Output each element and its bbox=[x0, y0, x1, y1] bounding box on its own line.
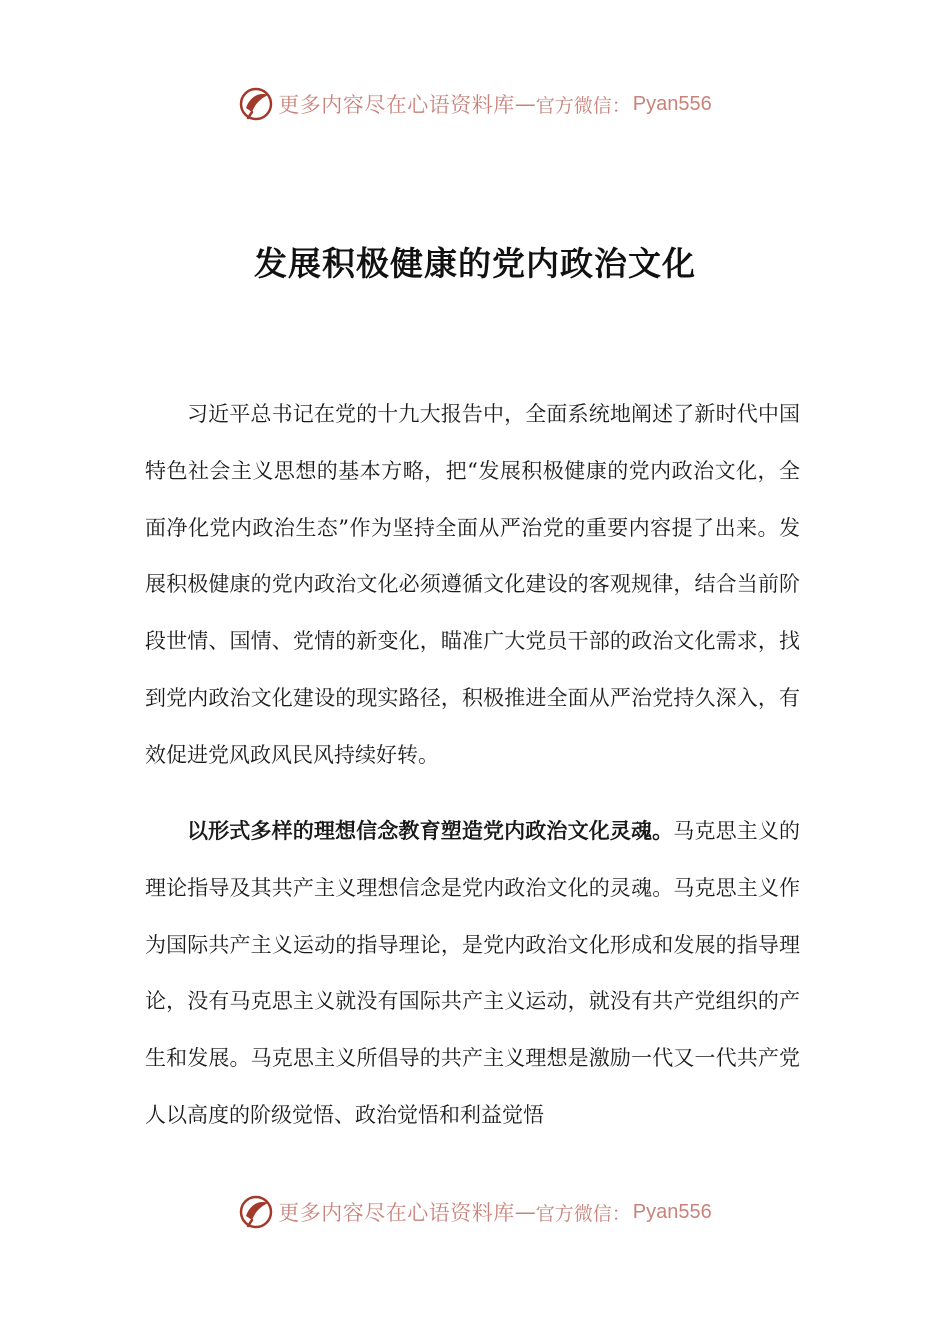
banner-wechat-label: 官方微信： bbox=[535, 94, 631, 117]
banner-wechat-label: 官方微信： bbox=[535, 1202, 631, 1225]
paragraph-2-lead: 以形式多样的理想信念教育塑造党内政治文化灵魂。 bbox=[187, 819, 674, 843]
brand-logo-icon bbox=[238, 1194, 274, 1230]
paragraph-2-body: 马克思主义的理论指导及其共产主义理想信念是党内政治文化的灵魂。马克思主义作为国际共产主义运动的指导理论，是党内政治文化形成和发展的指导理论，没有马克思主义就没有国际共产主义运动，就没有共产党组织的产生和发展。马克思主义所倡导的共产主义理想是激励一代又一代共产党人以高度的阶级觉悟、政治觉悟和利益觉悟 bbox=[145, 819, 801, 1127]
paragraph-2-text bbox=[145, 803, 800, 1144]
banner-separator: — bbox=[514, 92, 536, 116]
banner-separator: — bbox=[514, 1200, 536, 1224]
footer-watermark-banner bbox=[0, 1190, 950, 1234]
document-title: 发展积极健康的党内政治文化 bbox=[254, 244, 696, 283]
banner-text: 更多内容尽在心语资料库 bbox=[278, 93, 515, 117]
paragraph-2 bbox=[145, 803, 800, 1144]
paragraph-1 bbox=[145, 386, 800, 784]
banner-text: 更多内容尽在心语资料库 bbox=[278, 1201, 515, 1225]
banner-wechat-id: Pyan556 bbox=[632, 1200, 712, 1223]
brand-logo-icon bbox=[238, 86, 274, 122]
paragraph-1-text: 习近平总书记在党的十九大报告中，全面系统地阐述了新时代中国特色社会主义思想的基本方略，把“发展积极健康的党内政治文化，全面净化党内政治生态”作为坚持全面从严治党的重要内容提了出来。发展积极健康的党内政治文化必须遵循文化建设的客观规律，结合当前阶段世情、国情、党情的新变化，瞄准广大党员干部的政治文化需求，找到党内政治文化建设的现实路径，积极推进全面从严治党持久深入，有效促进党风政风民风持续好转。 bbox=[145, 402, 800, 767]
header-watermark-banner bbox=[0, 82, 950, 126]
banner-wechat-id: Pyan556 bbox=[632, 92, 712, 115]
